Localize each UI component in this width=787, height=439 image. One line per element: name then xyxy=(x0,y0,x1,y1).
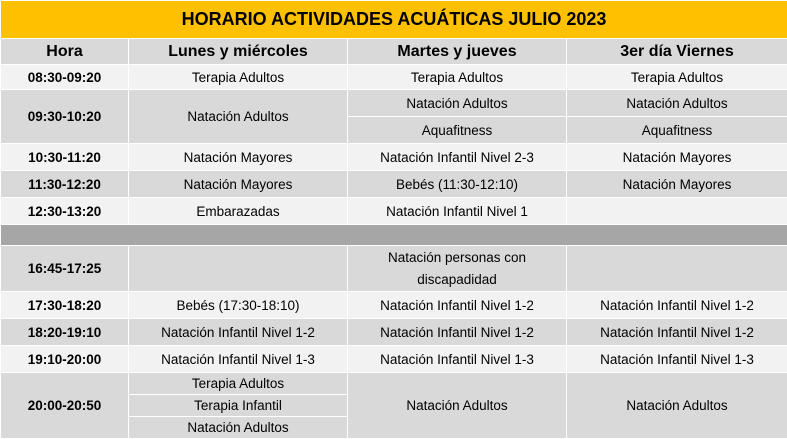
activity-cell: Natación Mayores xyxy=(129,171,348,198)
time-cell: 18:20-19:10 xyxy=(1,319,129,346)
table-row xyxy=(1,144,787,171)
activity-cell: Natación Infantil Nivel 1-2 xyxy=(129,319,348,346)
activity-cell: Natación Mayores xyxy=(129,144,348,171)
header-viernes: 3er día Viernes xyxy=(567,39,787,65)
time-cell: 09:30-10:20 xyxy=(1,90,129,144)
header-martes-jueves: Martes y jueves xyxy=(348,39,567,65)
activity-cell xyxy=(567,246,787,292)
table-row xyxy=(1,346,787,373)
activity-cell: Terapia Infantil xyxy=(129,395,348,417)
time-cell: 20:00-20:50 xyxy=(1,373,129,439)
activity-cell: Natación Adultos xyxy=(567,90,787,117)
activity-cell: Terapia Adultos xyxy=(348,65,567,90)
activity-cell: Embarazadas xyxy=(129,198,348,225)
activity-cell: Natación Infantil Nivel 1-2 xyxy=(567,319,787,346)
table-row xyxy=(1,373,787,395)
time-cell: 12:30-13:20 xyxy=(1,198,129,225)
activity-cell: Aquafitness xyxy=(567,117,787,144)
time-cell: 17:30-18:20 xyxy=(1,292,129,319)
activity-cell: Natación Infantil Nivel 1-3 xyxy=(348,346,567,373)
activity-cell: Natación Adultos xyxy=(129,417,348,439)
title-row xyxy=(1,1,787,39)
activity-cell xyxy=(567,198,787,225)
activity-cell: Natación Infantil Nivel 1-2 xyxy=(567,292,787,319)
activity-cell: Terapia Adultos xyxy=(567,65,787,90)
activity-cell: Terapia Adultos xyxy=(129,65,348,90)
activity-cell: Natación Infantil Nivel 2-3 xyxy=(348,144,567,171)
activity-cell: Natación Adultos xyxy=(567,373,787,439)
time-cell: 16:45-17:25 xyxy=(1,246,129,292)
separator-row xyxy=(1,225,787,246)
activity-cell: Natación Infantil Nivel 1 xyxy=(348,198,567,225)
separator-cell xyxy=(1,225,787,246)
activity-cell: Natación Infantil Nivel 1-3 xyxy=(567,346,787,373)
time-cell: 19:10-20:00 xyxy=(1,346,129,373)
activity-cell: Aquafitness xyxy=(348,117,567,144)
activity-cell: Natación personas con discapadidad xyxy=(348,246,567,292)
activity-cell: Terapia Adultos xyxy=(129,373,348,395)
activity-cell: Natación Infantil Nivel 1-2 xyxy=(348,319,567,346)
activity-cell: Natación Mayores xyxy=(567,171,787,198)
time-cell: 11:30-12:20 xyxy=(1,171,129,198)
activity-cell: Bebés (17:30-18:10) xyxy=(129,292,348,319)
table-row xyxy=(1,292,787,319)
table-row xyxy=(1,90,787,117)
table-row xyxy=(1,319,787,346)
activity-cell: Natación Infantil Nivel 1-2 xyxy=(348,292,567,319)
table-row xyxy=(1,65,787,90)
table-row xyxy=(1,171,787,198)
table-title: HORARIO ACTIVIDADES ACUÁTICAS JULIO 2023 xyxy=(1,1,787,39)
table-row xyxy=(1,198,787,225)
activity-cell: Bebés (11:30-12:10) xyxy=(348,171,567,198)
header-hora: Hora xyxy=(1,39,129,65)
activity-cell: Natación Adultos xyxy=(129,90,348,144)
header-row xyxy=(1,39,787,65)
header-lunes-miercoles: Lunes y miércoles xyxy=(129,39,348,65)
time-cell: 10:30-11:20 xyxy=(1,144,129,171)
activity-cell: Natación Adultos xyxy=(348,90,567,117)
time-cell: 08:30-09:20 xyxy=(1,65,129,90)
activity-cell: Natación Adultos xyxy=(348,373,567,439)
activity-cell: Natación Mayores xyxy=(567,144,787,171)
activity-cell: Natación Infantil Nivel 1-3 xyxy=(129,346,348,373)
activity-cell xyxy=(129,246,348,292)
table-row xyxy=(1,246,787,292)
